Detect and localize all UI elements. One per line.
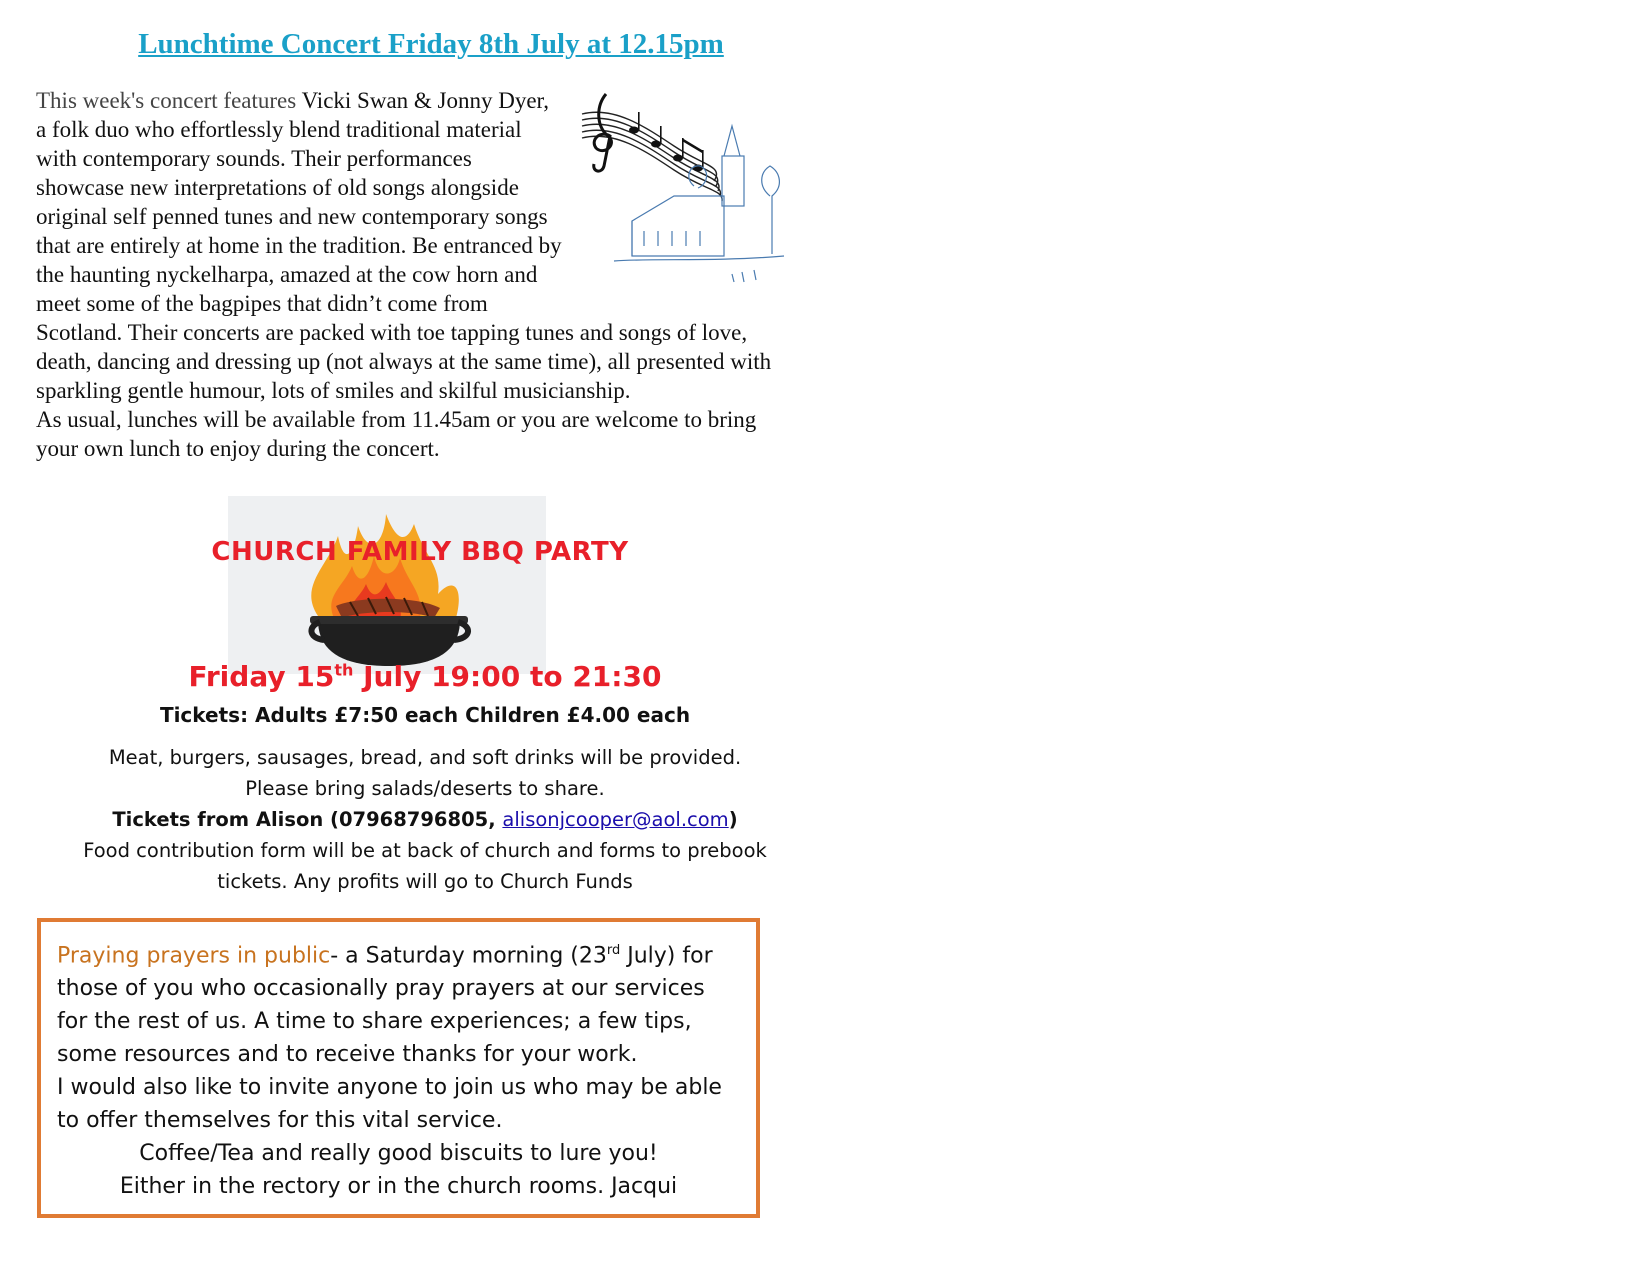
bbq-details [40,742,810,897]
bbq-ticket-prices: Tickets: Adults £7:50 each Children £4.00 each [159,703,691,727]
bbq-date [100,660,750,693]
prayer-heading: Praying prayers in public [57,943,331,969]
bbq-profits-line: tickets. Any profits will go to Church Funds [217,870,633,893]
bbq-title: CHURCH FAMILY BBQ PARTY [211,537,629,567]
prayer-invite: I would also like to invite anyone to join us who may be able to offer themselves for this vital service. [57,1075,722,1134]
bbq-provided-line: Meat, burgers, sausages, bread, and soft drinks will be provided. [108,746,742,769]
bbq-contact-prefix: Tickets from Alison (07968796805, [112,808,503,831]
prayer-notice-box [37,918,760,1218]
bbq-bring-line: Please bring salads/deserts to share. [245,777,605,800]
bbq-contact-suffix: ) [728,808,738,831]
concert-intro: This week's concert features [36,88,297,113]
prayer-location: Either in the rectory or in the church rooms. Jacqui [119,1174,678,1200]
concert-description [36,86,796,463]
barbecue-flame-icon [228,496,546,674]
prayer-coffee: Coffee/Tea and really good biscuits to lure you! [139,1141,658,1167]
bbq-date-suffix: July 19:00 to 21:30 [353,660,662,693]
concert-body-text: Vicki Swan & Jonny Dyer, a folk duo who effortlessly blend traditional material with contemporary sounds. Their performances showcase new interpretations of old songs alongside original self penned tunes and new contemporary songs that are entirely at home in the tradition. Be entranced by the haunting nyckelharpa, amazed at the cow horn and meet some of the bagpipes that didn’t come from Scotland. Their concerts are packed with toe tapping tunes and songs of love, death, dancing and dressing up (not always at the same time), all presented with sparkling gentle humour, lots of smiles and skilful musicianship. [36,88,772,403]
lunch-note: As usual, lunches will be available from 11.45am or you are welcome to bring your own lunch to enjoy during the concert. [36,407,757,461]
email-link[interactable]: alisonjcooper@aol.com [502,808,729,831]
prayer-intro [57,934,740,1071]
prayer-text-b: July) for those of you who occasionally pray prayers at our services for the rest of us. A time to share experiences; a few tips, some resources and to receive thanks for your work. [57,943,713,1068]
music-notes-church-icon [574,86,796,298]
bbq-form-line: Food contribution form will be at back of church and forms to prebook [83,839,767,862]
bbq-date-prefix: Friday 15 [188,660,335,693]
bbq-date-ordinal: th [334,660,354,680]
concert-title: Lunchtime Concert Friday 8th July at 12.15pm [138,28,724,60]
bbq-contact-line [40,804,810,835]
prayer-text-a: - a Saturday morning (23 [330,943,607,969]
prayer-date-ordinal: rd [606,943,621,958]
